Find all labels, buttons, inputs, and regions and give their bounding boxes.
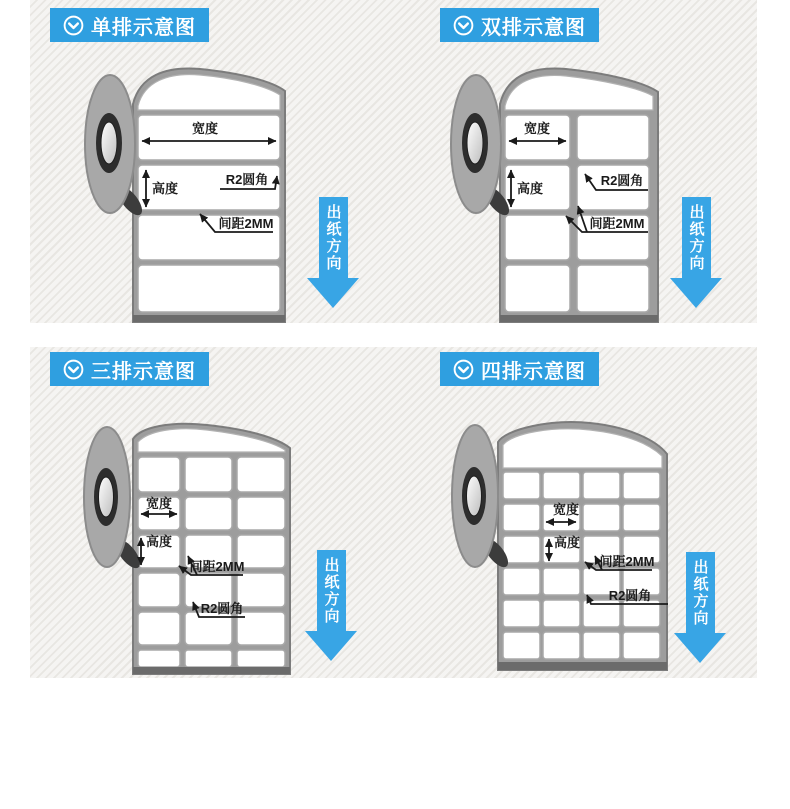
sheet-bottom-edge bbox=[133, 315, 285, 322]
paper-direction-arrow bbox=[307, 197, 359, 308]
corner-label: R2圆角 bbox=[200, 601, 244, 616]
arrow-head-icon bbox=[307, 278, 359, 308]
arrow-shaft bbox=[317, 550, 346, 631]
panel-double-row bbox=[420, 0, 757, 323]
panel-title: 单排示意图 bbox=[91, 16, 196, 39]
paper-direction-label: 出纸方向 bbox=[691, 558, 709, 627]
arrow-shaft bbox=[682, 197, 711, 278]
sheet-bottom-edge bbox=[133, 667, 290, 674]
gap-label: 间距2MM bbox=[599, 554, 655, 569]
height-label: 高度 bbox=[152, 181, 179, 196]
sheet-bottom-edge bbox=[500, 315, 658, 322]
paper-direction-arrow bbox=[674, 552, 726, 663]
width-label: 宽度 bbox=[552, 502, 580, 517]
corner-label: R2圆角 bbox=[600, 173, 644, 188]
paper-direction-label: 出纸方向 bbox=[687, 203, 705, 272]
corner-label: R2圆角 bbox=[225, 172, 269, 187]
panel-four-row bbox=[420, 347, 757, 678]
paper-direction-label: 出纸方向 bbox=[322, 556, 340, 625]
bottom-section bbox=[30, 347, 757, 678]
gap-label: 间距2MM bbox=[589, 216, 645, 231]
height-label: 高度 bbox=[146, 534, 173, 549]
panel-title: 三排示意图 bbox=[91, 360, 196, 383]
label-sheet bbox=[498, 422, 667, 670]
sheet-bottom-edge bbox=[498, 662, 667, 670]
arrow-head-icon bbox=[305, 631, 357, 661]
arrow-head-icon bbox=[670, 278, 722, 308]
gap-label: 间距2MM bbox=[218, 216, 274, 231]
panel-triple-row bbox=[30, 347, 390, 678]
paper-direction-arrow bbox=[670, 197, 722, 308]
arrow-head-icon bbox=[674, 633, 726, 663]
corner-label: R2圆角 bbox=[608, 588, 652, 603]
arrow-shaft bbox=[686, 552, 715, 633]
width-label: 宽度 bbox=[145, 496, 173, 511]
panel-title: 双排示意图 bbox=[481, 16, 586, 39]
paper-direction-arrow bbox=[305, 550, 357, 661]
height-label: 高度 bbox=[517, 181, 544, 196]
panel-title: 四排示意图 bbox=[481, 360, 586, 383]
width-label: 宽度 bbox=[523, 121, 551, 136]
width-label: 宽度 bbox=[191, 121, 219, 136]
paper-direction-label: 出纸方向 bbox=[324, 203, 342, 272]
panel-single-row bbox=[30, 0, 390, 323]
top-section bbox=[30, 0, 757, 323]
gap-label: 间距2MM bbox=[189, 559, 245, 574]
arrow-shaft bbox=[319, 197, 348, 278]
height-label: 高度 bbox=[554, 535, 581, 550]
